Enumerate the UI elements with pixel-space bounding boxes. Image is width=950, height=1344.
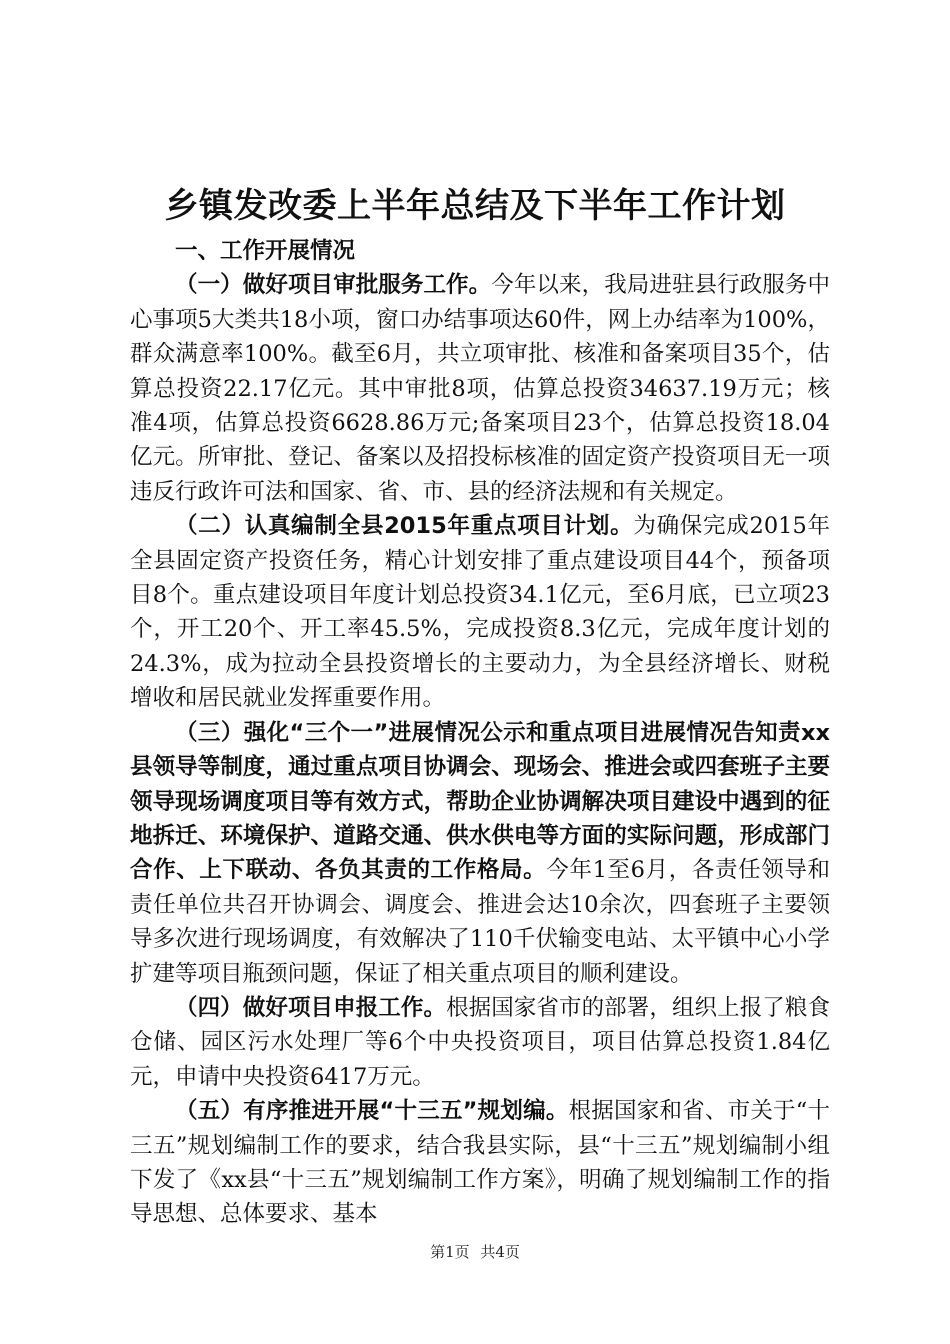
paragraph-3 <box>130 716 830 991</box>
paragraph-3-lead: （三）强化“三个一”进展情况公示和重点项目进展情况告知责xx县领导等制度，通过重点项目协调会、现场会、推进会或四套班子主要领导现场调度项目等有效方式，帮助企业协调解决项目建设中遇到的征地拆迁、环境保护、道路交通、供水供电等方面的实际问题，形成部门合作、上下联动、各负其责的工作格局。 <box>130 719 830 884</box>
paragraph-1-lead: （一）做好项目审批服务工作。 <box>175 272 492 299</box>
paragraph-5-text: 根据国家和省、市关于“十三五”规划编制工作的要求，结合我县实际，县“十三五”规划编制小组下发了《xx县“十三五”规划编制工作方案》，明确了规划编制工作的指导思想、总体要求、基本 <box>130 1098 830 1228</box>
paragraph-5 <box>130 1094 830 1232</box>
page-footer <box>0 1242 950 1262</box>
document-title: 乡镇发改委上半年总结及下半年工作计划 <box>164 186 786 226</box>
page-number-total: 共4页 <box>480 1243 520 1261</box>
paragraph-1-text: 今年以来，我局进驻县行政服务中心事项5大类共18小项，窗口办结事项达60件，网上办结率为100%，群众满意率100%。截至6月，共立项审批、核准和备案项目35个，估算总投资22.17亿元。其中审批8项，估算总投资34637.19万元；核准4项，估算总投资6628.86万元;备案项目23个，估算总投资18.04亿元。所审批、登记、备案以及招投标核准的固定资产投资项目无一项违反行政许可法和国家、省、市、县的经济法规和有关规定。 <box>130 272 830 505</box>
paragraph-4-lead: （四）做好项目申报工作。 <box>175 994 447 1021</box>
paragraph-4-text: 根据国家省市的部署，组织上报了粮食仓储、园区污水处理厂等6个中央投资项目，项目估算总投资1.84亿元，申请中央投资6417万元。 <box>130 994 830 1090</box>
document-body <box>130 234 830 1232</box>
paragraph-2-lead: （二）认真编制全县2015年重点项目计划。 <box>175 513 634 540</box>
section-heading: 一、工作开展情况 <box>175 238 356 264</box>
page-number-current: 第1页 <box>430 1243 470 1261</box>
paragraph-2-text: 为确保完成2015年全县固定资产投资任务，精心计划安排了重点建设项目44个，预备项目8个。重点建设项目年度计划总投资34.1亿元，至6月底，已立项23个，开工20个、开工率45.5%，完成投资8.3亿元，完成年度计划的24.3%，成为拉动全县投资增长的主要动力，为全县经济增长、财税增收和居民就业发挥重要作用。 <box>130 513 831 712</box>
paragraph-4 <box>130 991 830 1094</box>
paragraph-1 <box>130 268 830 509</box>
paragraph-3-text: 今年1至6月，各责任领导和责任单位共召开协调会、调度会、推进会达10余次，四套班子主要领导多次进行现场调度，有效解决了110千伏输变电站、太平镇中心小学扩建等项目瓶颈问题，保证了相关重点项目的顺利建设。 <box>130 857 830 987</box>
paragraph-2 <box>130 509 830 715</box>
paragraph-5-lead: （五）有序推进开展“十三五”规划编。 <box>175 1098 569 1125</box>
